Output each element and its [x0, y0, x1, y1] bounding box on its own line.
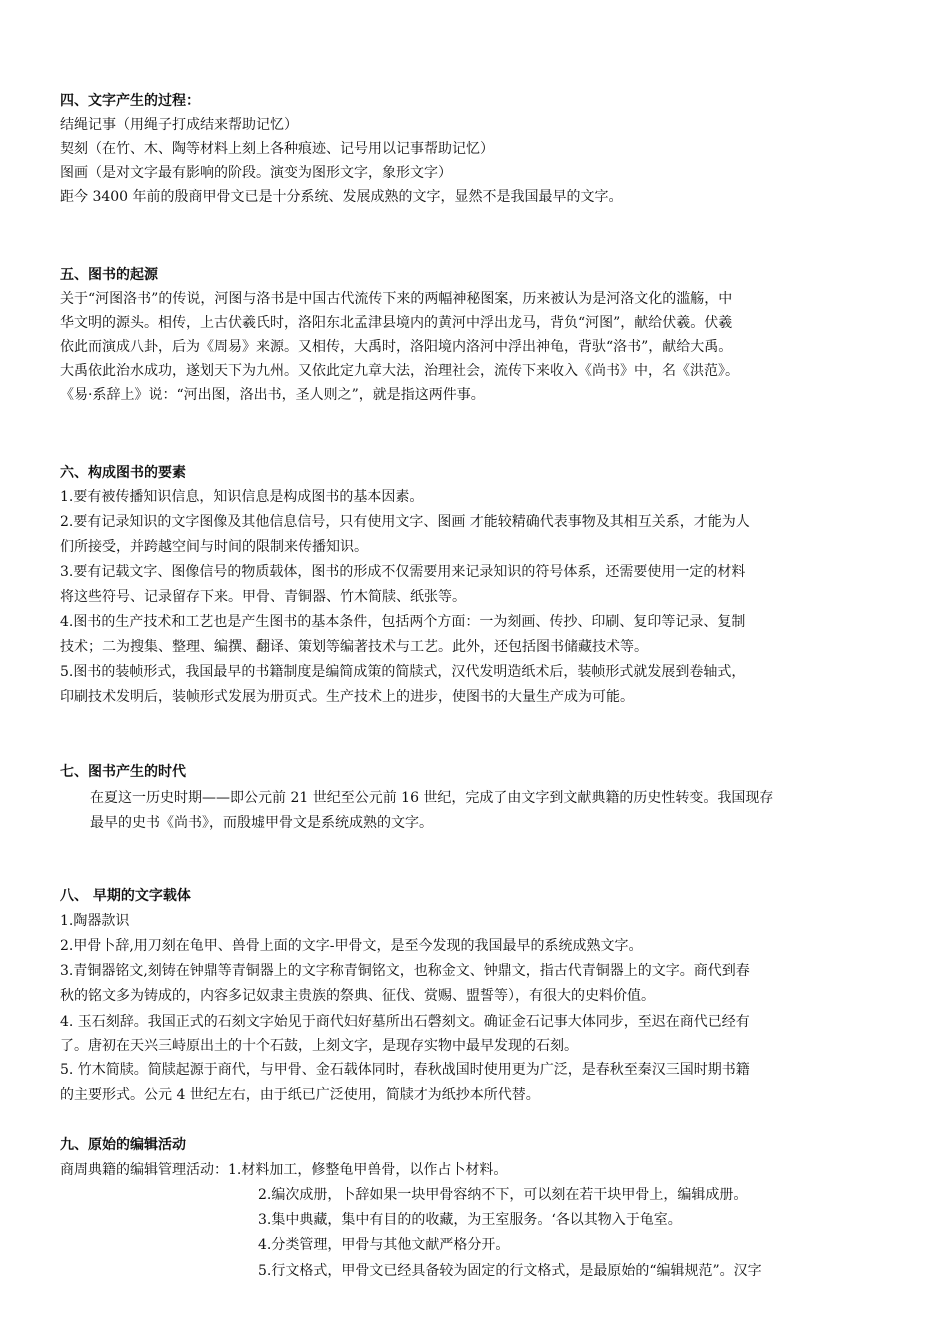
section-9-item: 3.集中典藏，集中有目的的收藏，为王室服务。‘各以其物入于龟室。 [258, 1212, 682, 1228]
section-9-lead: 商周典籍的编辑管理活动：1.材料加工，修整龟甲兽骨，以作占卜材料。 [60, 1162, 508, 1178]
section-8-line: 4. 玉石刻辞。我国正式的石刻文字始见于商代妇好墓所出石磬刻文。确证金石记事大体同步，至迟在商代已经有 [60, 1014, 750, 1030]
section-6-line: 5.图书的装帧形式，我国最早的书籍制度是编简成策的简牍式，汉代发明造纸术后，装帧形式就发展到卷轴式， [60, 664, 746, 680]
section-5-line: 《易·系辞上》说：“河出图，洛出书，圣人则之”，就是指这两件事。 [60, 387, 485, 403]
section-8-line: 5. 竹木简牍。简牍起源于商代，与甲骨、金石载体同时，春秋战国时使用更为广泛，是春秋至秦汉三国时期书籍 [60, 1062, 750, 1078]
section-7-line: 最早的史书《尚书》，而殷墟甲骨文是系统成熟的文字。 [90, 815, 433, 831]
section-8-heading: 八、 早期的文字载体 [60, 888, 191, 904]
section-8-line: 秋的铭文多为铸成的，内容多记奴隶主贵族的祭典、征伐、赏赐、盟誓等），有很大的史料价值。 [60, 988, 655, 1004]
section-5-line: 华文明的源头。相传，上古伏羲氏时，洛阳东北孟津县境内的黄河中浮出龙马，背负“河图”，献给伏羲。伏羲 [60, 315, 733, 331]
section-7-heading: 七、图书产生的时代 [60, 764, 186, 780]
section-8-line: 2.甲骨卜辞,用刀刻在龟甲、兽骨上面的文字-甲骨文，是至今发现的我国最早的系统成熟文字。 [60, 938, 643, 954]
section-6-line: 3.要有记载文字、图像信号的物质载体，图书的形成不仅需要用来记录知识的符号体系，还需要使用一定的材料 [60, 564, 746, 580]
section-9-item: 4.分类管理，甲骨与其他文献严格分开。 [258, 1237, 510, 1253]
section-6-line: 2.要有记录知识的文字图像及其他信息信号，只有使用文字、图画 才能较精确代表事物及其相互关系，才能为人 [60, 514, 750, 530]
section-4-line: 结绳记事（用绳子打成结来帮助记忆） [60, 117, 298, 133]
section-9-item: 5.行文格式，甲骨文已经具备较为固定的行文格式，是最原始的“编辑规范”。汉字 [258, 1263, 762, 1279]
section-4-heading: 四、文字产生的过程： [60, 93, 200, 109]
section-4-line: 距今 3400 年前的殷商甲骨文已是十分系统、发展成熟的文字，显然不是我国最早的文字。 [60, 189, 623, 205]
section-6-heading: 六、构成图书的要素 [60, 465, 186, 481]
section-9-heading: 九、原始的编辑活动 [60, 1137, 186, 1153]
section-5-heading: 五、图书的起源 [60, 267, 158, 283]
section-5-line: 依此而演成八卦，后为《周易》来源。又相传，大禹时，洛阳境内洛河中浮出神龟，背驮“洛书”，献给大禹。 [60, 339, 733, 355]
section-8-line: 1.陶器款识 [60, 913, 130, 929]
section-8-line: 3.青铜器铭文,刻铸在钟鼎等青铜器上的文字称青铜铭文，也称金文、钟鼎文，指古代青铜器上的文字。商代到春 [60, 963, 750, 979]
section-6-line: 4.图书的生产技术和工艺也是产生图书的基本条件，包括两个方面：一为刻画、传抄、印刷、复印等记录、复制 [60, 614, 746, 630]
section-5-line: 大禹依此治水成功，遂划天下为九州。又依此定九章大法，治理社会，流传下来收入《尚书》中，名《洪范》。 [60, 363, 739, 379]
section-6-line: 印刷技术发明后，装帧形式发展为册页式。生产技术上的进步，使图书的大量生产成为可能。 [60, 689, 634, 705]
section-9-item: 2.编次成册，卜辞如果一块甲骨容纳不下，可以刻在若干块甲骨上，编辑成册。 [258, 1187, 748, 1203]
section-4-line: 契刻（在竹、木、陶等材料上刻上各种痕迹、记号用以记事帮助记忆） [60, 141, 494, 157]
section-6-line: 们所接受，并跨越空间与时间的限制来传播知识。 [60, 539, 368, 555]
section-6-line: 技术；二为搜集、整理、编撰、翻译、策划等编著技术与工艺。此外，还包括图书储藏技术等。 [60, 639, 648, 655]
section-4-line: 图画（是对文字最有影响的阶段。演变为图形文字，象形文字） [60, 165, 452, 181]
section-6-line: 将这些符号、记录留存下来。甲骨、青铜器、竹木简牍、纸张等。 [60, 589, 466, 605]
section-8-line: 了。唐初在天兴三峙原出土的十个石鼓，上刻文字，是现存实物中最早发现的石刻。 [60, 1038, 578, 1054]
section-5-line: 关于“河图洛书”的传说，河图与洛书是中国古代流传下来的两幅神秘图案，历来被认为是河洛文化的滥觞，中 [60, 291, 733, 307]
section-8-line: 的主要形式。公元 4 世纪左右，由于纸已广泛使用，简牍才为纸抄本所代替。 [60, 1087, 540, 1103]
section-6-line: 1.要有被传播知识信息，知识信息是构成图书的基本因素。 [60, 489, 424, 505]
section-7-line: 在夏这一历史时期——即公元前 21 世纪至公元前 16 世纪，完成了由文字到文献典籍的历史性转变。我国现存 [90, 790, 774, 806]
